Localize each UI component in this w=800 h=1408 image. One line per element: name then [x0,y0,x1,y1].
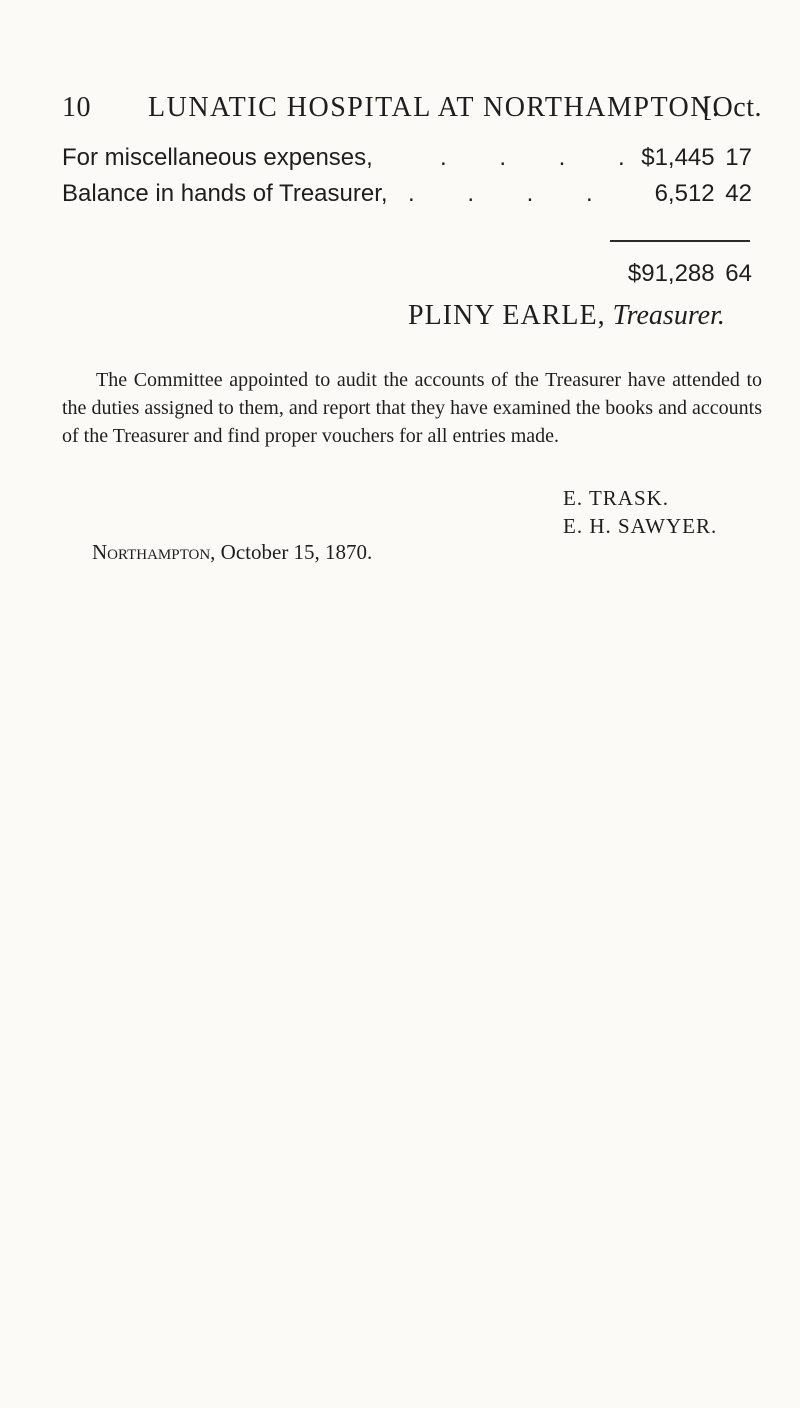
ledger-row-balance [62,180,762,214]
total-rule [610,240,750,242]
ledger-amount: $1,445 17 [641,144,752,171]
signer-name: E. TRASK. [563,486,670,510]
page-number: 10 [62,92,91,123]
ledger-amount: 6,512 42 [654,180,752,207]
header-title: LUNATIC HOSPITAL AT NORTHAMPTON. [148,92,721,123]
place: Northampton, [92,540,216,564]
ledger-label: Balance in hands of Treasurer, [62,180,388,207]
ledger-total-row [62,260,762,294]
place-and-date [92,540,372,565]
ledger-row-miscellaneous [62,144,762,178]
audit-report-paragraph: The Committee appointed to audit the accounts of the Treasurer have attended to the duties assigned to them, and report that they have examined the books and accounts of the Treasurer and find proper vouchers for all entries made. [62,369,762,447]
treasurer-name: PLINY EARLE, [408,300,606,331]
signer-name: E. H. SAWYER. [563,514,718,538]
dot-leader: . . . . [408,180,616,207]
committee-signers [563,484,717,540]
header-month: [Oct. [702,92,762,123]
date: October 15, 1870. [220,540,373,564]
treasurer-signature [408,300,725,332]
dot-leader: . . . . [440,144,648,171]
running-head [62,92,762,132]
ledger-label: For miscellaneous expenses, [62,144,373,171]
treasurer-title: Treasurer. [612,300,725,331]
ledger-total: $91,288 64 [627,260,752,287]
